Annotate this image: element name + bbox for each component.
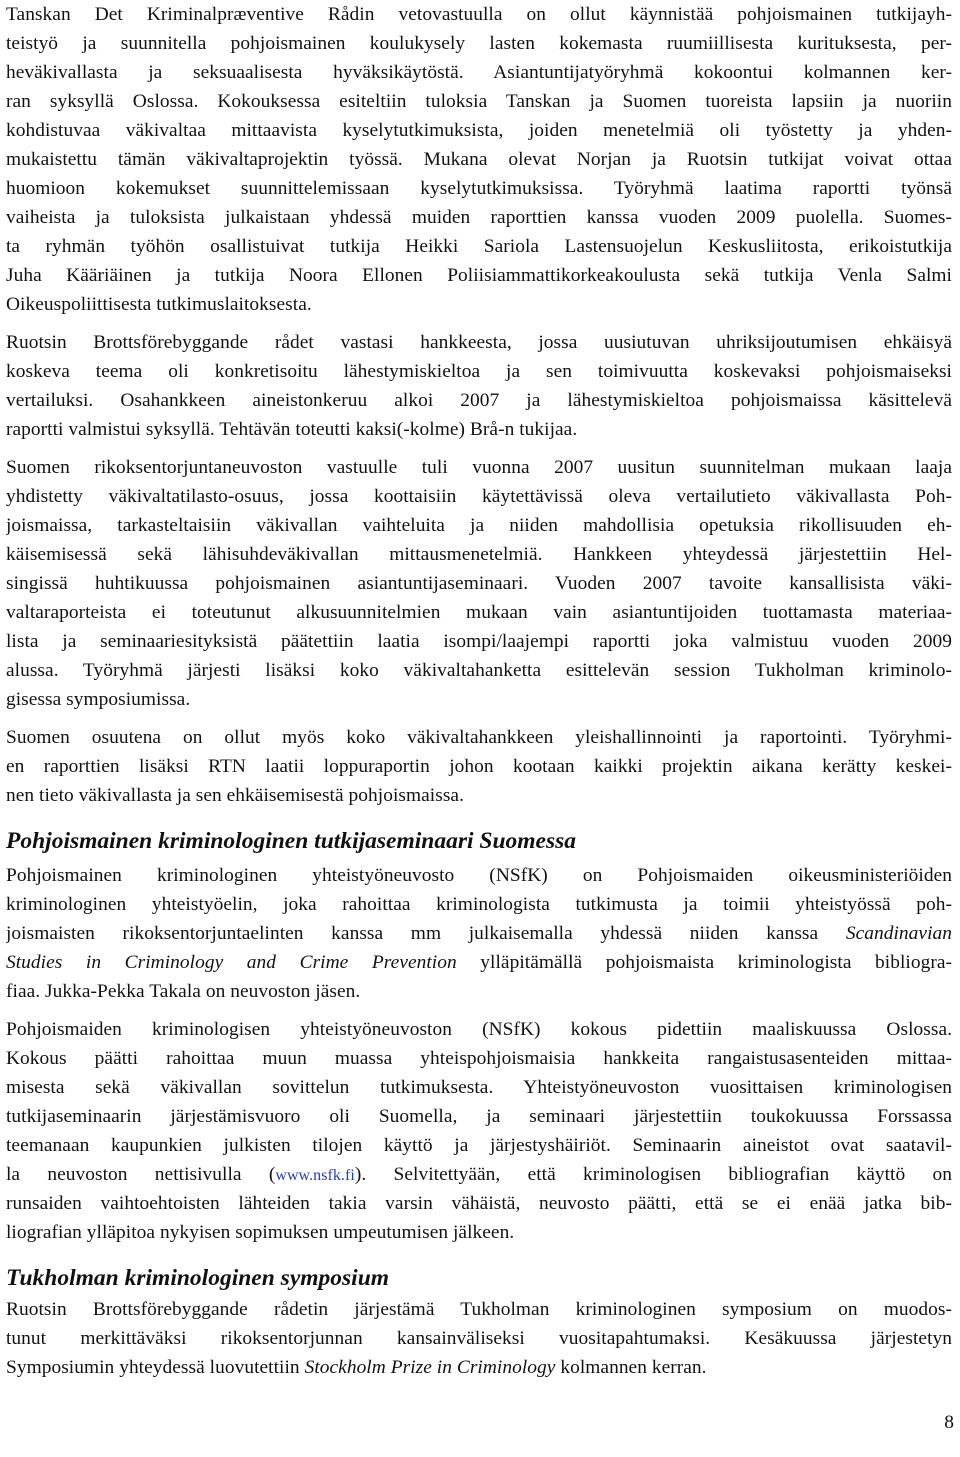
text-line: Kokous päätti rahoittaa muun muassa yhteispohjoismaisia hankkeita rangaistusasenteiden mittaa- <box>6 1048 952 1069</box>
paragraph-stockholm-symposium <box>6 1295 952 1382</box>
text-line: runsaiden vaihtoehtoisten lähteiden takia varsin vähäistä, neuvosto päätti, että se ei enää jatka bib- <box>6 1193 952 1214</box>
text-line: teemanaan kaupunkien julkisten tilojen käyttö ja järjestyshäiriöt. Seminaarin aineistot ovat saatavil- <box>6 1135 952 1156</box>
text-line <box>6 1353 952 1382</box>
text-line: Pohjoismainen kriminologinen yhteistyöneuvosto (NSfK) on Pohjoismaiden oikeusministeriöiden <box>6 865 952 886</box>
text-segment: joismaisten rikoksentorjuntaelinten kanssa mm julkaisemalla yhdessä niiden kanssa <box>6 923 846 944</box>
text-line <box>6 1160 952 1189</box>
text-line: ran syksyllä Oslossa. Kokouksessa esiteltiin tuloksia Tanskan ja Suomen tuoreista lapsiin ja nuoriin <box>6 91 952 112</box>
document-page <box>6 0 952 1382</box>
section-heading-stockholm-symposium: Tukholman kriminologinen symposium <box>6 1265 390 1291</box>
text-line: käisemisessä sekä lähisuhdeväkivallan mittausmenetelmiä. Hankkeen yhteydessä järjestettiin Hel- <box>6 544 952 565</box>
text-line: mukaistettu tämän väkivaltaprojektin työssä. Mukana olevat Norjan ja Ruotsin tutkijat voivat ottaa <box>6 149 952 170</box>
text-line: misesta sekä väkivallan sovittelun tutkimuksesta. Yhteistyöneuvoston vuosittaisen kriminologisen <box>6 1077 952 1098</box>
text-line: tutkijaseminaarin järjestämisvuoro oli Suomella, ja seminaari järjestettiin toukokuussa Forssassa <box>6 1106 952 1127</box>
publication-title: Scandinavian <box>845 923 952 944</box>
text-line: teistyö ja suunnitella pohjoismainen koulukysely lasten kokemasta ruumiillisesta kurituksesta, per- <box>6 33 952 54</box>
text-segment: ylläpitämällä pohjoismaista kriminologista bibliogra- <box>456 952 952 973</box>
prize-name: Stockholm Prize in Criminology <box>304 1357 556 1378</box>
paragraph-project-administration <box>6 723 952 810</box>
text-line: Oikeuspoliittisesta tutkimuslaitoksesta. <box>6 294 312 315</box>
text-line: heväkivallasta ja seksuaalisesta hyväksikäytöstä. Asiantuntijatyöryhmä kokoontui kolmannen ker- <box>6 62 952 83</box>
text-line: lista ja seminaariesityksistä päätettiin laatia isompi/laajempi raportti joka valmistuu vuoden 2009 <box>6 631 952 652</box>
section-heading-research-seminar: Pohjoismainen kriminologinen tutkijaseminaari Suomessa <box>6 828 577 854</box>
text-segment: la neuvoston nettisivulla ( <box>6 1164 276 1185</box>
text-line: Juha Kääriäinen ja tutkija Noora Ellonen Poliisiammattikorkeakoulusta sekä tutkija Venla Salmi <box>6 265 952 286</box>
text-line: raportti valmistui syksyllä. Tehtävän toteutti kaksi(-kolme) Brå-n tukijaa. <box>6 419 578 440</box>
text-line: gisessa symposiumissa. <box>6 689 191 710</box>
text-segment: Symposiumin yhteydessä luovutettiin <box>6 1357 305 1378</box>
paragraph-nsfk-intro <box>6 861 952 1006</box>
text-line: en raporttien lisäksi RTN laatii loppuraportin johon kootaan kaikki projektin aikana kerätty keskei- <box>6 756 952 777</box>
text-line: Pohjoismaiden kriminologisen yhteistyöneuvoston (NSfK) kokous pidettiin maaliskuussa Oslossa. <box>6 1019 952 1040</box>
paragraph-nsfk-meeting <box>6 1015 952 1247</box>
text-line: Ruotsin Brottsförebyggande rådetin järjestämä Tukholman kriminologinen symposium on muodos- <box>6 1299 952 1320</box>
text-line: joismaissa, tarkasteltaisiin väkivallan vaihteluita ja niiden mahdollisia opetuksia rikollisuuden eh- <box>6 515 952 536</box>
text-line <box>6 948 952 977</box>
text-line: nen tieto väkivallasta ja sen ehkäisemisestä pohjoismaissa. <box>6 785 464 806</box>
text-line: vaiheista ja tuloksista julkaistaan yhdessä muiden raporttien kanssa vuoden 2009 puolella. Suomes- <box>6 207 952 228</box>
text-line: ta ryhmän työhön osallistuivat tutkija Heikki Sariola Lastensuojelun Keskusliitosta, erikoistutkija <box>6 236 952 257</box>
text-segment: ). Selvitettyään, että kriminologisen bibliografian käyttö on <box>354 1164 952 1185</box>
text-line: yhdistetty väkivaltatilasto-osuus, jossa koottaisiin käytettävissä oleva vertailutieto väkivallasta Poh- <box>6 486 952 507</box>
paragraph-violence-statistics <box>6 453 952 714</box>
nsfk-website-link[interactable]: www.nsfk.fi <box>275 1167 355 1184</box>
page-number: 8 <box>944 1412 954 1433</box>
text-line: alussa. Työryhmä järjesti lisäksi koko väkivaltahanketta esittelevän session Tukholman kriminolo- <box>6 660 952 681</box>
publication-title: Studies in Criminology and Crime Prevention <box>6 952 457 973</box>
text-line: liografian ylläpitoa nykyisen sopimuksen umpeutumisen jälkeen. <box>6 1222 515 1243</box>
text-line: Ruotsin Brottsförebyggande rådet vastasi hankkeesta, jossa uusiutuvan uhriksijoutumisen ehkäisyä <box>6 332 952 353</box>
text-segment: kolmannen kerran. <box>555 1357 707 1378</box>
text-line <box>6 919 952 948</box>
text-line: kohdistuvaa väkivaltaa mittaavista kyselytutkimuksista, joiden menetelmiä oli työstetty ja yhden- <box>6 120 952 141</box>
text-line: Suomen osuutena on ollut myös koko väkivaltahankkeen yleishallinnointi ja raportointi. Työryhmi- <box>6 727 952 748</box>
text-line: vertailuksi. Osahankkeen aineistonkeruu alkoi 2007 ja lähestymiskieltoa pohjoismaissa käsittelevä <box>6 390 952 411</box>
text-line: huomioon kokemukset suunnittelemissaan kyselytutkimuksissa. Työryhmä laatima raportti työnsä <box>6 178 952 199</box>
text-line: kriminologinen yhteistyöelin, joka rahoittaa kriminologista tutkimusta ja toimii yhteistyössä poh- <box>6 894 952 915</box>
text-line: koskeva teema oli konkretisoitu lähestymiskieltoa ja sen toimivuutta koskevaksi pohjoismaiseksi <box>6 361 952 382</box>
text-line: singissä huhtikuussa pohjoismainen asiantuntijaseminaari. Vuoden 2007 tavoite kansallisista väki- <box>6 573 952 594</box>
text-line: Suomen rikoksentorjuntaneuvoston vastuulle tuli vuonna 2007 uusitun suunnitelman mukaan laaja <box>6 457 952 478</box>
paragraph-restraining-order <box>6 328 952 444</box>
text-line: tunut merkittäväksi rikoksentorjunnan kansainväliseksi vuositapahtumaksi. Kesäkuussa järjestetyn <box>6 1328 952 1349</box>
text-line: Tanskan Det Kriminalpræventive Rådin vetovastuulla on ollut käynnistää pohjoismainen tutkijayh- <box>6 4 952 25</box>
paragraph-nordic-child-survey <box>6 0 952 319</box>
text-line: fiaa. Jukka-Pekka Takala on neuvoston jäsen. <box>6 981 361 1002</box>
text-line: valtaraporteista ei toteutunut alkusuunnitelmien mukaan vain asiantuntijoiden tuottamasta materiaa- <box>6 602 952 623</box>
